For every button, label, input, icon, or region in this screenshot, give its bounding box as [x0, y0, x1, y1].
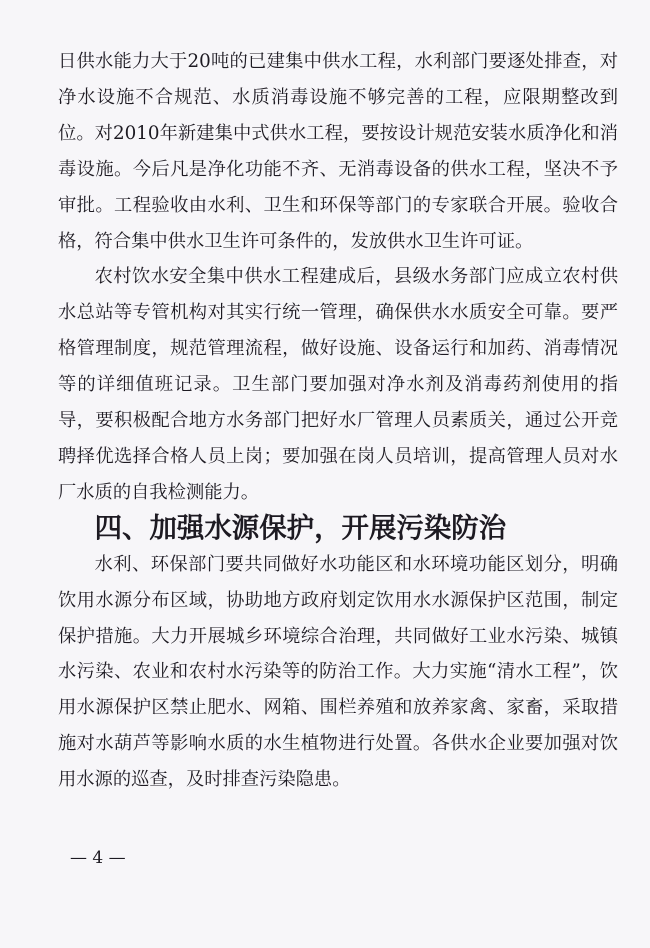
section-heading: 四、加强水源保护，开展污染防治 [94, 512, 507, 544]
page-number: — 4 — [70, 848, 126, 868]
body-paragraph-water-management: 农村饮水安全集中供水工程建成后，县级水务部门应成立农村供水总站等专管机构对其实行统一管理，确保供水水质安全可靠。要严格管理制度，规范管理流程，做好设施、设备运行和加药、消毒情况等的详细值班记录。卫生部门要加强对净水剂及消毒药剂使用的指导，要积极配合地方水务部门把好水厂管理人员素质关，通过公开竞聘择优选择合格人员上岗；要加强在岗人员培训，提高管理人员对水厂水质的自我检测能力。 [58, 266, 618, 503]
document-body [58, 44, 618, 798]
body-paragraph-water-protection: 水利、环保部门要共同做好水功能区和水环境功能区划分，明确饮用水源分布区域，协助地方政府划定饮用水水源保护区范围，制定保护措施。大力开展城乡环境综合治理，共同做好工业水污染、城镇水污染、农业和农村水污染等的防治工作。大力实施“清水工程”，饮用水源保护区禁止肥水、网箱、围栏养殖和放养家禽、家畜，采取措施对水葫芦等影响水质的水生植物进行处置。各供水企业要加强对饮用水源的巡查，及时排查污染隐患。 [58, 553, 618, 791]
body-paragraph-continued: 日供水能力大于20吨的已建集中供水工程，水利部门要逐处排查，对净水设施不合规范、水质消毒设施不够完善的工程，应限期整改到位。对2010年新建集中式供水工程，要按设计规范安装水质净化和消毒设施。今后凡是净化功能不齐、无消毒设备的供水工程，坚决不予审批。工程验收由水利、卫生和环保等部门的专家联合开展。验收合格，符合集中供水卫生许可条件的，发放供水卫生许可证。 [58, 51, 618, 252]
